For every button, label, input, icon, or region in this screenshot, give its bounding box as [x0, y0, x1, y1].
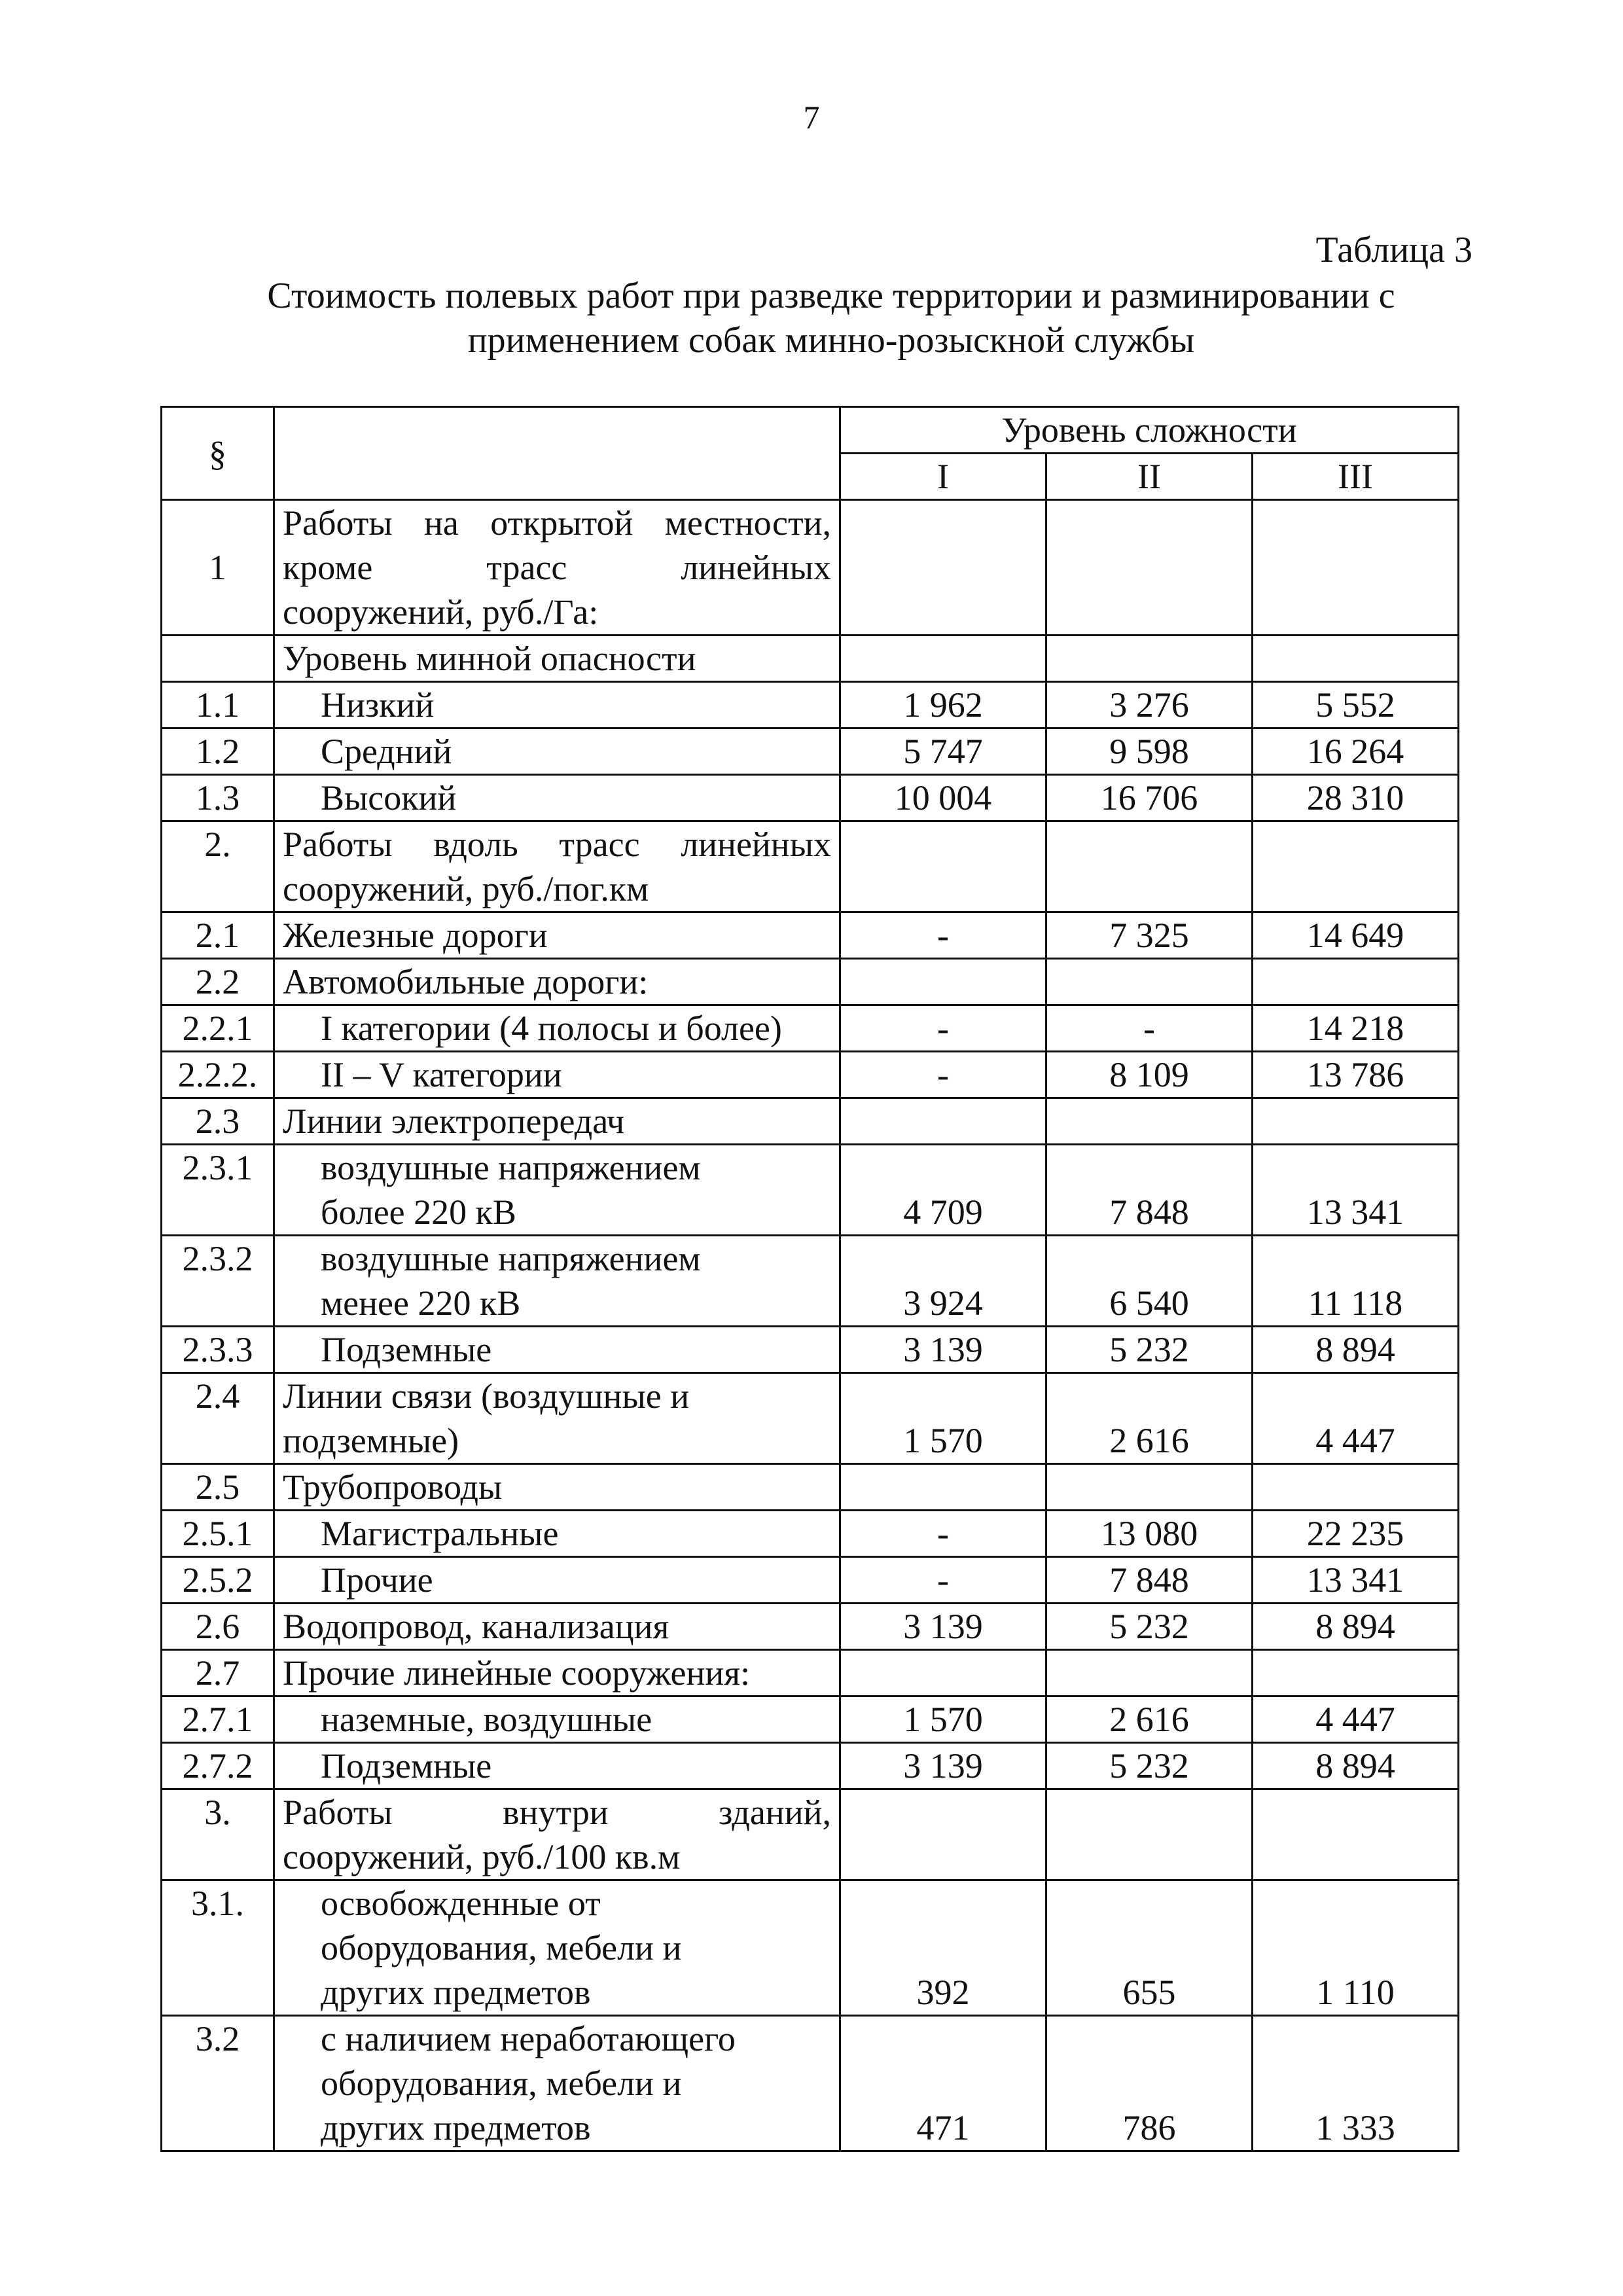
- value-level-2: 655: [1046, 1880, 1253, 2016]
- row-number: 2.5.2: [162, 1557, 274, 1604]
- row-number: 2.1: [162, 912, 274, 959]
- value-level-2: [1046, 1789, 1253, 1880]
- header-row: [162, 407, 1459, 454]
- value-level-2: 5 232: [1046, 1327, 1253, 1373]
- cost-table: [160, 406, 1459, 2152]
- value-level-3: 1 333: [1253, 2016, 1459, 2151]
- value-level-3: 14 218: [1253, 1005, 1459, 1052]
- table-row: [162, 728, 1459, 775]
- value-level-1: 3 139: [840, 1327, 1046, 1373]
- value-level-1: [840, 1650, 1046, 1696]
- table-row: [162, 959, 1459, 1005]
- value-level-1: -: [840, 1005, 1046, 1052]
- value-level-3: [1253, 636, 1459, 682]
- row-name: Прочие линейные сооружения:: [274, 1650, 840, 1696]
- row-name: [274, 1880, 840, 2016]
- value-level-1: -: [840, 1052, 1046, 1098]
- row-name: Подземные: [274, 1743, 840, 1789]
- row-name: Железные дороги: [274, 912, 840, 959]
- value-level-2: 8 109: [1046, 1052, 1253, 1098]
- row-number: [162, 636, 274, 682]
- row-name: Прочие: [274, 1557, 840, 1604]
- row-number: 2.5: [162, 1464, 274, 1511]
- row-name-line: Линии связи (воздушные и: [283, 1376, 690, 1416]
- row-name: Подземные: [274, 1327, 840, 1373]
- value-level-1: 5 747: [840, 728, 1046, 775]
- row-number: 2.7.2: [162, 1743, 274, 1789]
- value-level-1: [840, 1464, 1046, 1511]
- value-level-3: 13 786: [1253, 1052, 1459, 1098]
- header-section-symbol: §: [162, 407, 274, 500]
- row-name-line: сооружений, руб./100 кв.м: [283, 1837, 681, 1876]
- table-label: Таблица 3: [1315, 230, 1472, 270]
- table-title-line-2: применением собак минно-розыскной службы: [467, 320, 1195, 361]
- row-name: наземные, воздушные: [274, 1696, 840, 1743]
- table-row: [162, 912, 1459, 959]
- value-level-1: [840, 959, 1046, 1005]
- table-row: [162, 2016, 1459, 2151]
- value-level-2: 3 276: [1046, 682, 1253, 728]
- value-level-1: [840, 821, 1046, 912]
- row-name-line: с наличием неработающего: [321, 2019, 736, 2058]
- row-number: 3.: [162, 1789, 274, 1880]
- value-level-1: 3 924: [840, 1236, 1046, 1327]
- value-level-2: 786: [1046, 2016, 1253, 2151]
- header-name-blank: [274, 407, 840, 500]
- value-level-3: [1253, 500, 1459, 636]
- row-number: 2.7.1: [162, 1696, 274, 1743]
- value-level-2: -: [1046, 1005, 1253, 1052]
- row-name: Высокий: [274, 775, 840, 821]
- value-level-2: 2 616: [1046, 1373, 1253, 1464]
- row-name: [274, 821, 840, 912]
- row-name: [274, 1236, 840, 1327]
- value-level-3: 28 310: [1253, 775, 1459, 821]
- row-number: 2.5.1: [162, 1511, 274, 1557]
- table-title-line-1: Стоимость полевых работ при разведке территории и разминировании с: [267, 276, 1395, 316]
- table-row: [162, 1236, 1459, 1327]
- table-row: [162, 1145, 1459, 1236]
- row-name-line: оборудования, мебели и: [321, 1928, 682, 1967]
- value-level-3: [1253, 959, 1459, 1005]
- table-row: [162, 1511, 1459, 1557]
- value-level-3: 8 894: [1253, 1327, 1459, 1373]
- table-row: [162, 1696, 1459, 1743]
- row-name: Средний: [274, 728, 840, 775]
- value-level-1: [840, 1098, 1046, 1145]
- row-name-line: освобожденные от: [321, 1884, 601, 1923]
- value-level-2: 6 540: [1046, 1236, 1253, 1327]
- row-number: 2.7: [162, 1650, 274, 1696]
- value-level-3: 4 447: [1253, 1373, 1459, 1464]
- value-level-1: 3 139: [840, 1604, 1046, 1650]
- table-row: [162, 1604, 1459, 1650]
- value-level-2: [1046, 959, 1253, 1005]
- row-name: [274, 1145, 840, 1236]
- row-number: 3.2: [162, 2016, 274, 2151]
- row-name: [274, 2016, 840, 2151]
- value-level-1: 1 570: [840, 1696, 1046, 1743]
- header-complexity-level: Уровень сложности: [840, 407, 1459, 454]
- value-level-1: 10 004: [840, 775, 1046, 821]
- value-level-3: 13 341: [1253, 1145, 1459, 1236]
- row-number: 2.4: [162, 1373, 274, 1464]
- value-level-2: 7 848: [1046, 1145, 1253, 1236]
- row-name: I категории (4 полосы и более): [274, 1005, 840, 1052]
- value-level-1: -: [840, 1557, 1046, 1604]
- value-level-3: 1 110: [1253, 1880, 1459, 2016]
- row-name: [274, 500, 840, 636]
- table-row: [162, 1557, 1459, 1604]
- value-level-1: -: [840, 1511, 1046, 1557]
- row-name-line: менее 220 кВ: [321, 1283, 521, 1323]
- value-level-2: [1046, 1650, 1253, 1696]
- row-name-line: воздушные напряжением: [321, 1148, 701, 1187]
- header-level-2: II: [1046, 454, 1253, 500]
- row-name: Магистральные: [274, 1511, 840, 1557]
- value-level-1: 392: [840, 1880, 1046, 2016]
- row-name-line: других предметов: [321, 2108, 591, 2147]
- table-row: [162, 636, 1459, 682]
- row-number: 2.3.3: [162, 1327, 274, 1373]
- row-name-line: подземные): [283, 1421, 459, 1460]
- row-number: 2.: [162, 821, 274, 912]
- value-level-3: 11 118: [1253, 1236, 1459, 1327]
- value-level-3: 13 341: [1253, 1557, 1459, 1604]
- value-level-2: 5 232: [1046, 1743, 1253, 1789]
- value-level-3: [1253, 1464, 1459, 1511]
- value-level-3: 5 552: [1253, 682, 1459, 728]
- value-level-2: 5 232: [1046, 1604, 1253, 1650]
- row-number: 2.3.2: [162, 1236, 274, 1327]
- table-row: [162, 682, 1459, 728]
- row-number: 2.2.1: [162, 1005, 274, 1052]
- value-level-3: 8 894: [1253, 1743, 1459, 1789]
- value-level-1: 471: [840, 2016, 1046, 2151]
- value-level-3: [1253, 1789, 1459, 1880]
- row-name-line: сооружений, руб./пог.км: [283, 869, 649, 908]
- row-name-line: более 220 кВ: [321, 1193, 516, 1232]
- row-number: 1.1: [162, 682, 274, 728]
- value-level-3: [1253, 821, 1459, 912]
- row-number: 2.2.2.: [162, 1052, 274, 1098]
- table-row: [162, 775, 1459, 821]
- value-level-1: 1 570: [840, 1373, 1046, 1464]
- table-row: [162, 1052, 1459, 1098]
- value-level-2: 13 080: [1046, 1511, 1253, 1557]
- value-level-2: [1046, 1464, 1253, 1511]
- value-level-1: [840, 500, 1046, 636]
- value-level-2: 9 598: [1046, 728, 1253, 775]
- value-level-1: 1 962: [840, 682, 1046, 728]
- row-name-line: сооружений, руб./Га:: [283, 592, 599, 632]
- row-name: Уровень минной опасности: [274, 636, 840, 682]
- value-level-3: [1253, 1098, 1459, 1145]
- value-level-2: [1046, 1098, 1253, 1145]
- row-name: Трубопроводы: [274, 1464, 840, 1511]
- row-number: 1: [162, 500, 274, 636]
- table-title: [0, 274, 1623, 363]
- table-row: [162, 1464, 1459, 1511]
- row-number: 1.3: [162, 775, 274, 821]
- value-level-3: 8 894: [1253, 1604, 1459, 1650]
- row-number: 2.3.1: [162, 1145, 274, 1236]
- value-level-2: 16 706: [1046, 775, 1253, 821]
- row-name-line: Работы на открытой местности,: [283, 503, 831, 543]
- value-level-1: [840, 636, 1046, 682]
- row-name: [274, 1789, 840, 1880]
- row-name-line: Работы внутри зданий,: [283, 1793, 831, 1832]
- table-row: [162, 1005, 1459, 1052]
- table-row: [162, 1789, 1459, 1880]
- row-name-line: других предметов: [321, 1973, 591, 2012]
- table-row: [162, 1373, 1459, 1464]
- page-number: 7: [803, 99, 820, 135]
- row-name: Линии электропередач: [274, 1098, 840, 1145]
- value-level-1: [840, 1789, 1046, 1880]
- table-row: [162, 1327, 1459, 1373]
- value-level-3: [1253, 1650, 1459, 1696]
- table-row: [162, 1650, 1459, 1696]
- row-name-line: воздушные напряжением: [321, 1239, 701, 1278]
- row-number: 2.2: [162, 959, 274, 1005]
- row-name-line: кроме трасс линейных: [283, 548, 831, 587]
- table-row: [162, 1098, 1459, 1145]
- value-level-1: -: [840, 912, 1046, 959]
- table-row: [162, 821, 1459, 912]
- value-level-2: 7 325: [1046, 912, 1253, 959]
- header-level-1: I: [840, 454, 1046, 500]
- row-name: Низкий: [274, 682, 840, 728]
- table-row: [162, 1743, 1459, 1789]
- value-level-2: [1046, 821, 1253, 912]
- header-level-3: III: [1253, 454, 1459, 500]
- value-level-2: [1046, 636, 1253, 682]
- value-level-2: 2 616: [1046, 1696, 1253, 1743]
- table-row: [162, 1880, 1459, 2016]
- row-name: [274, 1373, 840, 1464]
- row-number: 3.1.: [162, 1880, 274, 2016]
- value-level-3: 22 235: [1253, 1511, 1459, 1557]
- value-level-1: 4 709: [840, 1145, 1046, 1236]
- value-level-2: [1046, 500, 1253, 636]
- row-number: 1.2: [162, 728, 274, 775]
- value-level-2: 7 848: [1046, 1557, 1253, 1604]
- table-row: [162, 500, 1459, 636]
- row-name: Водопровод, канализация: [274, 1604, 840, 1650]
- row-name: Автомобильные дороги:: [274, 959, 840, 1005]
- row-name-line: оборудования, мебели и: [321, 2064, 682, 2103]
- row-name: II – V категории: [274, 1052, 840, 1098]
- value-level-3: 14 649: [1253, 912, 1459, 959]
- value-level-1: 3 139: [840, 1743, 1046, 1789]
- value-level-3: 4 447: [1253, 1696, 1459, 1743]
- value-level-3: 16 264: [1253, 728, 1459, 775]
- row-name-line: Работы вдоль трасс линейных: [283, 825, 831, 864]
- row-number: 2.3: [162, 1098, 274, 1145]
- row-number: 2.6: [162, 1604, 274, 1650]
